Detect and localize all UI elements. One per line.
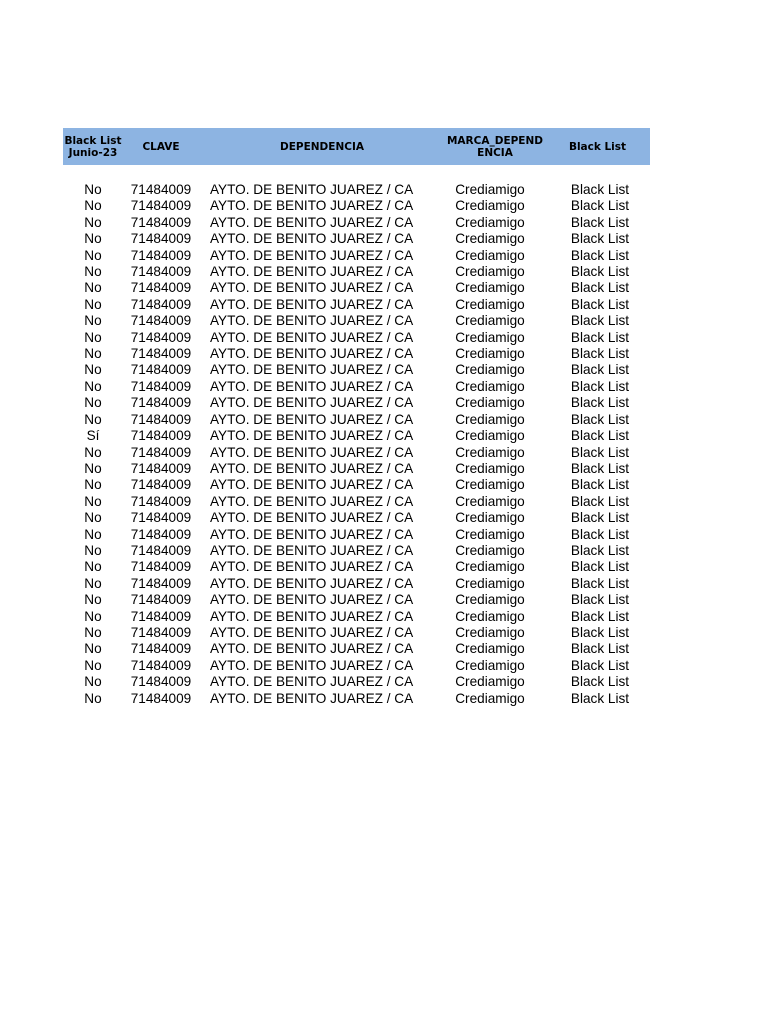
cell-marca: Crediamigo — [455, 690, 525, 706]
cell-blacklist-junio: No — [84, 542, 102, 558]
cell-marca: Crediamigo — [455, 428, 525, 444]
cell-blacklist-junio: No — [84, 329, 102, 345]
cell-dependencia: AYTO. DE BENITO JUAREZ / CA — [210, 346, 414, 362]
cell-clave: 71484009 — [130, 641, 192, 657]
cell-marca: Crediamigo — [455, 493, 525, 509]
cell-dependencia: AYTO. DE BENITO JUAREZ / CA — [210, 182, 414, 197]
cell-clave: 71484009 — [130, 346, 192, 362]
cell-dependencia: AYTO. DE BENITO JUAREZ / CA — [210, 674, 414, 690]
cell-dependencia: AYTO. DE BENITO JUAREZ / CA — [210, 542, 414, 558]
cell-blacklist-junio: No — [84, 674, 102, 690]
cell-dependencia: AYTO. DE BENITO JUAREZ / CA — [210, 280, 414, 296]
cell-marca: Crediamigo — [455, 444, 525, 460]
cell-marca: Crediamigo — [455, 346, 525, 362]
cell-clave: 71484009 — [130, 542, 192, 558]
cell-blacklist: Black List — [570, 592, 630, 608]
cell-blacklist: Black List — [570, 444, 630, 460]
cell-clave: 71484009 — [130, 231, 192, 247]
cell-blacklist-junio: No — [84, 346, 102, 362]
cell-clave: 71484009 — [130, 477, 192, 493]
cell-blacklist-junio: No — [84, 592, 102, 608]
cell-blacklist: Black List — [570, 346, 630, 362]
cell-clave: 71484009 — [130, 690, 192, 706]
cell-marca: Crediamigo — [455, 313, 525, 329]
cell-clave: 71484009 — [130, 674, 192, 690]
cell-marca: Crediamigo — [455, 329, 525, 345]
cell-blacklist: Black List — [570, 510, 630, 526]
cell-marca: Crediamigo — [455, 395, 525, 411]
cell-blacklist-junio: No — [84, 690, 102, 706]
header-blacklist-junio — [63, 128, 123, 165]
cell-clave: 71484009 — [130, 493, 192, 509]
cell-clave: 71484009 — [130, 329, 192, 345]
cell-marca: Crediamigo — [455, 575, 525, 591]
table-row — [63, 428, 650, 444]
cell-blacklist: Black List — [570, 542, 630, 558]
cell-marca: Crediamigo — [455, 526, 525, 542]
cell-clave: 71484009 — [130, 559, 192, 575]
cell-dependencia: AYTO. DE BENITO JUAREZ / CA — [210, 690, 414, 706]
cell-marca: Crediamigo — [455, 296, 525, 312]
table-row — [63, 379, 650, 395]
cell-marca: Crediamigo — [455, 280, 525, 296]
table-row — [63, 559, 650, 575]
cell-blacklist: Black List — [570, 624, 630, 640]
cell-blacklist: Black List — [570, 247, 630, 263]
cell-blacklist-junio: No — [84, 247, 102, 263]
table-row — [63, 625, 650, 641]
cell-clave: 71484009 — [130, 608, 192, 624]
cell-dependencia: AYTO. DE BENITO JUAREZ / CA — [210, 313, 414, 329]
cell-blacklist: Black List — [570, 428, 630, 444]
cell-marca: Crediamigo — [455, 198, 525, 214]
table-row — [63, 395, 650, 411]
table-row — [63, 477, 650, 493]
table-row — [63, 215, 650, 231]
header-blacklist-junio-line1: Black List — [64, 134, 122, 147]
cell-blacklist-junio: No — [84, 526, 102, 542]
header-blacklist — [545, 128, 650, 165]
cell-dependencia: AYTO. DE BENITO JUAREZ / CA — [210, 510, 414, 526]
cell-clave: 71484009 — [130, 592, 192, 608]
cell-blacklist: Black List — [570, 526, 630, 542]
header-marca-line2: ENCIA — [477, 146, 513, 159]
table-row — [63, 330, 650, 346]
cell-blacklist-junio: No — [84, 608, 102, 624]
cell-clave: 71484009 — [130, 624, 192, 640]
table-row — [63, 248, 650, 264]
cell-marca: Crediamigo — [455, 657, 525, 673]
table-row — [63, 691, 650, 707]
cell-dependencia: AYTO. DE BENITO JUAREZ / CA — [210, 624, 414, 640]
cell-blacklist: Black List — [570, 182, 630, 197]
table-row — [63, 313, 650, 329]
cell-dependencia: AYTO. DE BENITO JUAREZ / CA — [210, 460, 414, 476]
cell-blacklist-junio: No — [84, 624, 102, 640]
cell-blacklist: Black List — [570, 362, 630, 378]
cell-dependencia: AYTO. DE BENITO JUAREZ / CA — [210, 411, 414, 427]
cell-dependencia: AYTO. DE BENITO JUAREZ / CA — [210, 362, 414, 378]
cell-clave: 71484009 — [130, 411, 192, 427]
cell-clave: 71484009 — [130, 182, 192, 197]
cell-marca: Crediamigo — [455, 214, 525, 230]
cell-marca: Crediamigo — [455, 477, 525, 493]
cell-marca: Crediamigo — [455, 247, 525, 263]
cell-dependencia: AYTO. DE BENITO JUAREZ / CA — [210, 526, 414, 542]
cell-blacklist-junio: No — [84, 214, 102, 230]
table-row — [63, 346, 650, 362]
cell-dependencia: AYTO. DE BENITO JUAREZ / CA — [210, 559, 414, 575]
cell-blacklist-junio: No — [84, 444, 102, 460]
table-row — [63, 641, 650, 657]
header-blacklist-label: Black List — [568, 140, 627, 153]
cell-clave: 71484009 — [130, 214, 192, 230]
cell-blacklist: Black List — [570, 296, 630, 312]
cell-marca: Crediamigo — [455, 231, 525, 247]
cell-clave: 71484009 — [130, 444, 192, 460]
cell-blacklist-junio: No — [84, 182, 102, 197]
cell-dependencia: AYTO. DE BENITO JUAREZ / CA — [210, 608, 414, 624]
cell-blacklist: Black List — [570, 608, 630, 624]
cell-blacklist: Black List — [570, 231, 630, 247]
cell-marca: Crediamigo — [455, 362, 525, 378]
cell-blacklist: Black List — [570, 280, 630, 296]
header-blacklist-junio-line2: Junio-23 — [68, 146, 118, 159]
cell-dependencia: AYTO. DE BENITO JUAREZ / CA — [210, 264, 414, 280]
cell-blacklist-junio: No — [84, 460, 102, 476]
cell-dependencia: AYTO. DE BENITO JUAREZ / CA — [210, 247, 414, 263]
cell-blacklist-junio: No — [84, 559, 102, 575]
cell-blacklist: Black List — [570, 674, 630, 690]
cell-clave: 71484009 — [130, 510, 192, 526]
table-row — [63, 264, 650, 280]
cell-blacklist-junio: No — [84, 510, 102, 526]
table-row — [63, 576, 650, 592]
cell-marca: Crediamigo — [455, 624, 525, 640]
table-row — [63, 182, 650, 198]
header-dependencia-label: DEPENDENCIA — [280, 140, 364, 153]
cell-clave: 71484009 — [130, 296, 192, 312]
table-row — [63, 543, 650, 559]
cell-blacklist-junio: No — [84, 264, 102, 280]
cell-clave: 71484009 — [130, 198, 192, 214]
cell-blacklist: Black List — [570, 378, 630, 394]
cell-clave: 71484009 — [130, 526, 192, 542]
cell-dependencia: AYTO. DE BENITO JUAREZ / CA — [210, 493, 414, 509]
cell-dependencia: AYTO. DE BENITO JUAREZ / CA — [210, 378, 414, 394]
cell-blacklist: Black List — [570, 460, 630, 476]
cell-blacklist: Black List — [570, 575, 630, 591]
cell-blacklist-junio: No — [84, 575, 102, 591]
cell-blacklist: Black List — [570, 690, 630, 706]
table-row — [63, 609, 650, 625]
cell-blacklist-junio: No — [84, 198, 102, 214]
cell-marca: Crediamigo — [455, 378, 525, 394]
table-row — [63, 280, 650, 296]
cell-clave: 71484009 — [130, 395, 192, 411]
cell-marca: Crediamigo — [455, 411, 525, 427]
table-row — [63, 297, 650, 313]
table-row — [63, 494, 650, 510]
cell-blacklist-junio: No — [84, 231, 102, 247]
cell-blacklist: Black List — [570, 559, 630, 575]
cell-marca: Crediamigo — [455, 264, 525, 280]
table-row — [63, 674, 650, 690]
cell-blacklist-junio: No — [84, 395, 102, 411]
cell-blacklist: Black List — [570, 329, 630, 345]
header-clave — [123, 128, 199, 165]
cell-clave: 71484009 — [130, 378, 192, 394]
cell-marca: Crediamigo — [455, 510, 525, 526]
table-body — [63, 182, 650, 707]
cell-clave: 71484009 — [130, 264, 192, 280]
cell-marca: Crediamigo — [455, 460, 525, 476]
cell-marca: Crediamigo — [455, 592, 525, 608]
cell-clave: 71484009 — [130, 247, 192, 263]
header-clave-label: CLAVE — [142, 140, 180, 153]
cell-dependencia: AYTO. DE BENITO JUAREZ / CA — [210, 198, 414, 214]
cell-blacklist: Black List — [570, 493, 630, 509]
cell-blacklist: Black List — [570, 657, 630, 673]
table-row — [63, 592, 650, 608]
cell-blacklist: Black List — [570, 641, 630, 657]
cell-marca: Crediamigo — [455, 542, 525, 558]
cell-dependencia: AYTO. DE BENITO JUAREZ / CA — [210, 657, 414, 673]
cell-dependencia: AYTO. DE BENITO JUAREZ / CA — [210, 592, 414, 608]
table-row — [63, 362, 650, 378]
cell-clave: 71484009 — [130, 460, 192, 476]
cell-marca: Crediamigo — [455, 641, 525, 657]
cell-dependencia: AYTO. DE BENITO JUAREZ / CA — [210, 231, 414, 247]
table-row — [63, 231, 650, 247]
cell-dependencia: AYTO. DE BENITO JUAREZ / CA — [210, 395, 414, 411]
table-row — [63, 412, 650, 428]
cell-blacklist-junio: No — [84, 657, 102, 673]
cell-blacklist: Black List — [570, 477, 630, 493]
table-row — [63, 445, 650, 461]
cell-dependencia: AYTO. DE BENITO JUAREZ / CA — [210, 428, 414, 444]
cell-blacklist-junio: No — [84, 477, 102, 493]
cell-clave: 71484009 — [130, 280, 192, 296]
table-row — [63, 198, 650, 214]
table-row — [63, 510, 650, 526]
cell-blacklist: Black List — [570, 395, 630, 411]
cell-dependencia: AYTO. DE BENITO JUAREZ / CA — [210, 214, 414, 230]
cell-clave: 71484009 — [130, 575, 192, 591]
cell-marca: Crediamigo — [455, 182, 525, 197]
table-header — [63, 128, 650, 165]
cell-blacklist-junio: No — [84, 378, 102, 394]
cell-clave: 71484009 — [130, 657, 192, 673]
table-row — [63, 658, 650, 674]
cell-clave: 71484009 — [130, 428, 192, 444]
cell-blacklist-junio: No — [84, 296, 102, 312]
cell-blacklist: Black List — [570, 198, 630, 214]
cell-blacklist: Black List — [570, 264, 630, 280]
cell-marca: Crediamigo — [455, 608, 525, 624]
cell-blacklist: Black List — [570, 214, 630, 230]
header-marca-dependencia — [445, 128, 545, 165]
cell-marca: Crediamigo — [455, 559, 525, 575]
cell-blacklist-junio: No — [84, 362, 102, 378]
table-row — [63, 461, 650, 477]
cell-blacklist: Black List — [570, 411, 630, 427]
cell-clave: 71484009 — [130, 362, 192, 378]
cell-dependencia: AYTO. DE BENITO JUAREZ / CA — [210, 296, 414, 312]
cell-dependencia: AYTO. DE BENITO JUAREZ / CA — [210, 575, 414, 591]
cell-dependencia: AYTO. DE BENITO JUAREZ / CA — [210, 477, 414, 493]
cell-blacklist-junio: Sí — [86, 428, 100, 444]
cell-blacklist-junio: No — [84, 411, 102, 427]
header-marca-line1: MARCA_DEPEND — [446, 134, 543, 147]
cell-blacklist-junio: No — [84, 641, 102, 657]
cell-blacklist-junio: No — [84, 313, 102, 329]
cell-marca: Crediamigo — [455, 674, 525, 690]
cell-blacklist-junio: No — [84, 280, 102, 296]
header-dependencia — [199, 128, 445, 165]
cell-dependencia: AYTO. DE BENITO JUAREZ / CA — [210, 641, 414, 657]
cell-dependencia: AYTO. DE BENITO JUAREZ / CA — [210, 329, 414, 345]
table-row — [63, 527, 650, 543]
cell-blacklist-junio: No — [84, 493, 102, 509]
cell-blacklist: Black List — [570, 313, 630, 329]
cell-dependencia: AYTO. DE BENITO JUAREZ / CA — [210, 444, 414, 460]
cell-clave: 71484009 — [130, 313, 192, 329]
